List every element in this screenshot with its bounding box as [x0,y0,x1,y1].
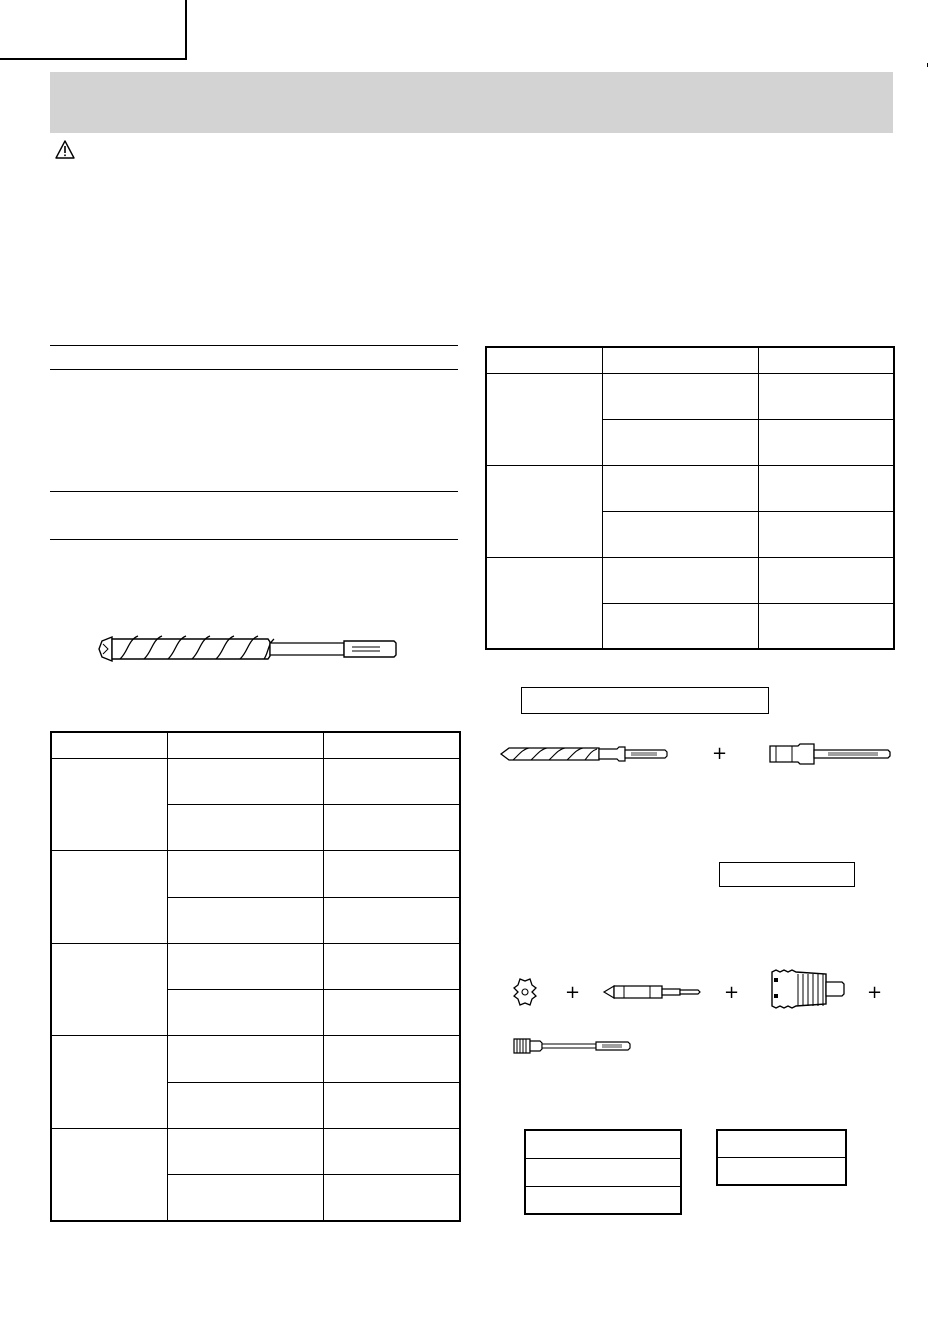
table-cell [51,1128,167,1221]
table-cell [602,465,758,511]
left-spec-table [50,731,461,1222]
table-cell [167,732,323,758]
table-cell [758,373,894,419]
table-cell [323,990,460,1036]
table-cell [167,804,323,850]
rule-2 [50,369,458,370]
table-cell [51,1036,167,1129]
center-pin-icon [602,982,702,1002]
table-cell [167,1128,323,1174]
table-cell [323,1175,460,1221]
table-cell [602,347,758,373]
taper-shank-adapter-icon [768,740,892,768]
table-cell [486,347,602,373]
table-cell [167,758,323,804]
table-cell [602,419,758,465]
table-cell [51,758,167,851]
table-cell [525,1158,681,1186]
bottom-table-right [716,1129,847,1186]
table-cell [167,897,323,943]
warning-triangle-icon [55,140,75,160]
table-cell [323,1082,460,1128]
corner-tick [927,63,928,67]
plus-sign: + [565,982,581,1003]
table-cell [758,419,894,465]
table-cell [323,732,460,758]
table-cell [167,1036,323,1082]
table-cell [167,943,323,989]
core-bit-shank-icon [512,1035,634,1057]
section-tab [0,0,187,60]
table-cell [758,465,894,511]
table-cell [602,557,758,603]
table-cell [51,943,167,1036]
core-bit-icon [768,968,850,1010]
table-cell [486,557,602,649]
rule-3 [50,491,458,492]
table-cell [51,732,167,758]
table-cell [323,1036,460,1082]
label-box-core-bit [719,862,855,887]
table-cell [758,557,894,603]
table-cell [323,1128,460,1174]
section-title-bar [50,72,893,133]
table-cell [167,990,323,1036]
plus-sign: + [712,743,728,764]
table-cell [51,851,167,944]
table-cell [167,1175,323,1221]
table-cell [525,1186,681,1214]
table-cell [602,511,758,557]
bottom-table-left [524,1129,682,1215]
table-cell [717,1157,846,1185]
plus-sign: + [724,982,740,1003]
table-cell [758,603,894,649]
rule-4 [50,539,458,540]
rule-1 [50,345,458,346]
table-cell [525,1130,681,1158]
table-cell [758,511,894,557]
tapered-shank-drill-bit-icon [499,744,669,764]
table-cell [323,804,460,850]
plus-sign: + [867,982,883,1003]
table-cell [323,897,460,943]
table-cell [602,603,758,649]
label-box-tapered-bit [521,687,769,714]
table-cell [717,1130,846,1157]
table-cell [323,758,460,804]
table-cell [167,1082,323,1128]
spiral-drill-bit-icon [98,632,398,666]
guide-plate-icon [512,977,538,1007]
table-cell [486,373,602,465]
right-spec-table [485,346,895,650]
table-cell [323,851,460,897]
table-cell [602,373,758,419]
table-cell [167,851,323,897]
table-cell [758,347,894,373]
table-cell [486,465,602,557]
table-cell [323,943,460,989]
